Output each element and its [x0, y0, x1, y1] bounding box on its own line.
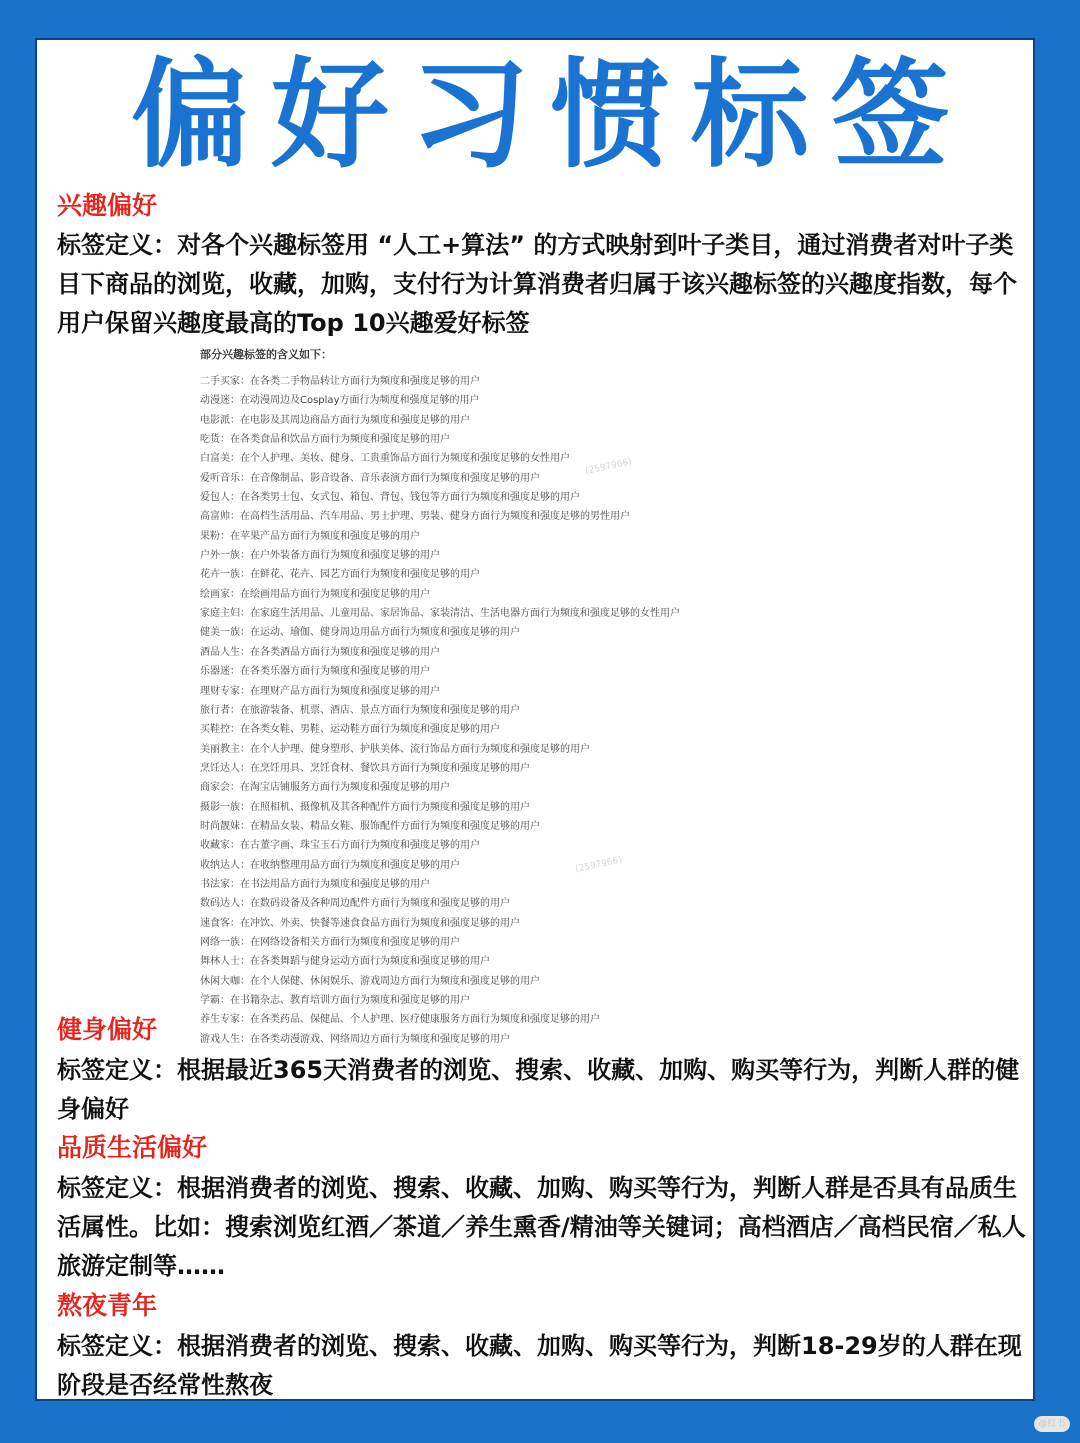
- interest-tag-item: 动漫迷：在动漫周边及Cosplay方面行为频度和强度足够的用户: [200, 395, 480, 407]
- interest-tag-item: 买鞋控：在各类女鞋、男鞋、运动鞋方面行为频度和强度足够的用户: [200, 724, 500, 736]
- interest-tag-item: 家庭主妇：在家庭生活用品、儿童用品、家居饰品、家装清洁、生活电器方面行为频度和强度足够的女性用户: [200, 608, 680, 620]
- page-title: 偏好习惯标签: [130, 46, 971, 184]
- section-definition-night-owl: 标签定义：根据消费者的浏览、搜索、收藏、加购、购买等行为，判断18-29岁的人群在现阶段是否经常性熬夜: [57, 1332, 1022, 1399]
- section-definition-quality-life: 标签定义：根据消费者的浏览、搜索、收藏、加购、购买等行为，判断人群是否具有品质生活属性。比如：搜索浏览红酒／茶道／养生熏香/精油等关键词；高档酒店／高档民宿／私人旅游定制等……: [57, 1174, 1026, 1280]
- watermark: (2597966): [584, 457, 633, 477]
- interest-tag-item: 白富美：在个人护理、美妆、健身、工贵重饰品方面行为频度和强度足够的女性用户: [200, 453, 570, 465]
- section-heading-fitness: 健身偏好: [57, 1015, 158, 1044]
- interest-tag-item: 吃货：在各类食品和饮品方面行为频度和强度足够的用户: [200, 434, 450, 446]
- section-heading-interest: 兴趣偏好: [57, 191, 158, 220]
- interest-tag-item: 学霸：在书籍杂志、教育培训方面行为频度和强度足够的用户: [200, 995, 470, 1006]
- interest-tag-item: 乐器迷：在各类乐器方面行为频度和强度足够的用户: [200, 666, 430, 678]
- interest-tag-item: 数码达人：在数码设备及各种周边配件方面行为频度和强度足够的用户: [200, 898, 510, 910]
- interest-tag-item: 果粉：在苹果产品方面行为频度和强度足够的用户: [200, 530, 420, 542]
- section-heading-quality-life: 品质生活偏好: [57, 1133, 208, 1162]
- interest-tag-item: 摄影一族：在照相机、摄像机及其各种配件方面行为频度和强度足够的用户: [200, 801, 530, 813]
- interest-tag-item: 旅行者：在旅游装备、机票、酒店、景点方面行为频度和强度足够的用户: [200, 704, 520, 716]
- interest-tag-item: 收纳达人：在收纳整理用品方面行为频度和强度足够的用户: [200, 859, 460, 871]
- watermark: (2597966): [574, 855, 623, 875]
- interest-tag-item: 电影派：在电影及其周边商品方面行为频度和强度足够的用户: [200, 414, 470, 426]
- interest-list-title: 部分兴趣标签的含义如下：: [200, 348, 332, 361]
- section-definition-fitness: 标签定义：根据最近365天消费者的浏览、搜索、收藏、加购、购买等行为，判断人群的健身偏好: [57, 1056, 1020, 1123]
- interest-tag-item: 美丽教主：在个人护理、健身塑形、护肤美体、流行饰品方面行为频度和强度足够的用户: [200, 743, 590, 755]
- interest-tag-item: 高富帅：在高档生活用品、汽车用品、男士护理、男装、健身方面行为频度和强度足够的男性用户: [200, 511, 630, 523]
- interest-tag-item: 游戏人生：在各类动漫游戏、网络周边方面行为频度和强度足够的用户: [200, 1033, 510, 1045]
- interest-tag-item: 养生专家：在各类药品、保健品、个人护理、医疗健康服务方面行为频度和强度足够的用户: [200, 1014, 600, 1026]
- interest-tag-item: 收藏家：在古董字画、珠宝玉石方面行为频度和强度足够的用户: [200, 840, 480, 852]
- interest-tag-item: 爱包人：在各类男士包、女式包、箱包、背包、钱包等方面行为频度和强度足够的用户: [200, 492, 580, 504]
- interest-tag-item: 爱听音乐：在音像制品、影音设备、音乐表演方面行为频度和强度足够的用户: [200, 472, 540, 484]
- section-heading-night-owl: 熬夜青年: [57, 1291, 158, 1320]
- interest-tag-item: 烹饪达人：在烹饪用具、烹饪食材、餐饮具方面行为频度和强度足够的用户: [200, 762, 530, 774]
- interest-tag-item: 理财专家：在理财产品方面行为频度和强度足够的用户: [200, 685, 440, 697]
- interest-tag-list: [200, 348, 760, 1049]
- interest-tag-item: 花卉一族：在鲜花、花卉、园艺方面行为频度和强度足够的用户: [200, 569, 480, 581]
- section-definition-interest: 标签定义：对各个兴趣标签用 “人工+算法” 的方式映射到叶子类目，通过消费者对叶子类目下商品的浏览，收藏，加购，支付行为计算消费者归属于该兴趣标签的兴趣度指数，每个用户保留兴趣度最高的Top 10兴趣爱好标签: [57, 231, 1017, 337]
- interest-tag-item: 休闲大咖：在个人保健、休闲娱乐、游戏周边方面行为频度和强度足够的用户: [200, 975, 540, 987]
- interest-tag-item: 舞林人士：在各类舞蹈与健身运动方面行为频度和强度足够的用户: [200, 956, 490, 968]
- interest-tag-item: 网络一族：在网络设备相关方面行为频度和强度足够的用户: [200, 936, 460, 948]
- interest-tag-item: 户外一族：在户外装备方面行为频度和强度足够的用户: [200, 550, 440, 562]
- interest-tag-item: 时尚靓妹：在精品女装、精品女鞋、服饰配件方面行为频度和强度足够的用户: [200, 820, 540, 832]
- interest-tag-item: 二手买家：在各类二手物品转让方面行为频度和强度足够的用户: [200, 376, 480, 387]
- interest-tag-item: 健美一族：在运动、瑜伽、健身周边用品方面行为频度和强度足够的用户: [200, 627, 520, 639]
- interest-tag-item: 书法家：在书法用品方面行为频度和强度足够的用户: [200, 878, 430, 890]
- interest-tag-item: 商家会：在淘宝店铺服务方面行为频度和强度足够的用户: [200, 782, 450, 794]
- interest-tag-item: 绘画家：在绘画用品方面行为频度和强度足够的用户: [200, 588, 430, 600]
- corner-badge: @红书: [1034, 1416, 1070, 1432]
- interest-tag-item: 酒品人生：在各类酒品方面行为频度和强度足够的用户: [200, 646, 440, 658]
- interest-tag-item: 速食客：在冲饮、外卖、快餐等速食食品方面行为频度和强度足够的用户: [200, 917, 520, 929]
